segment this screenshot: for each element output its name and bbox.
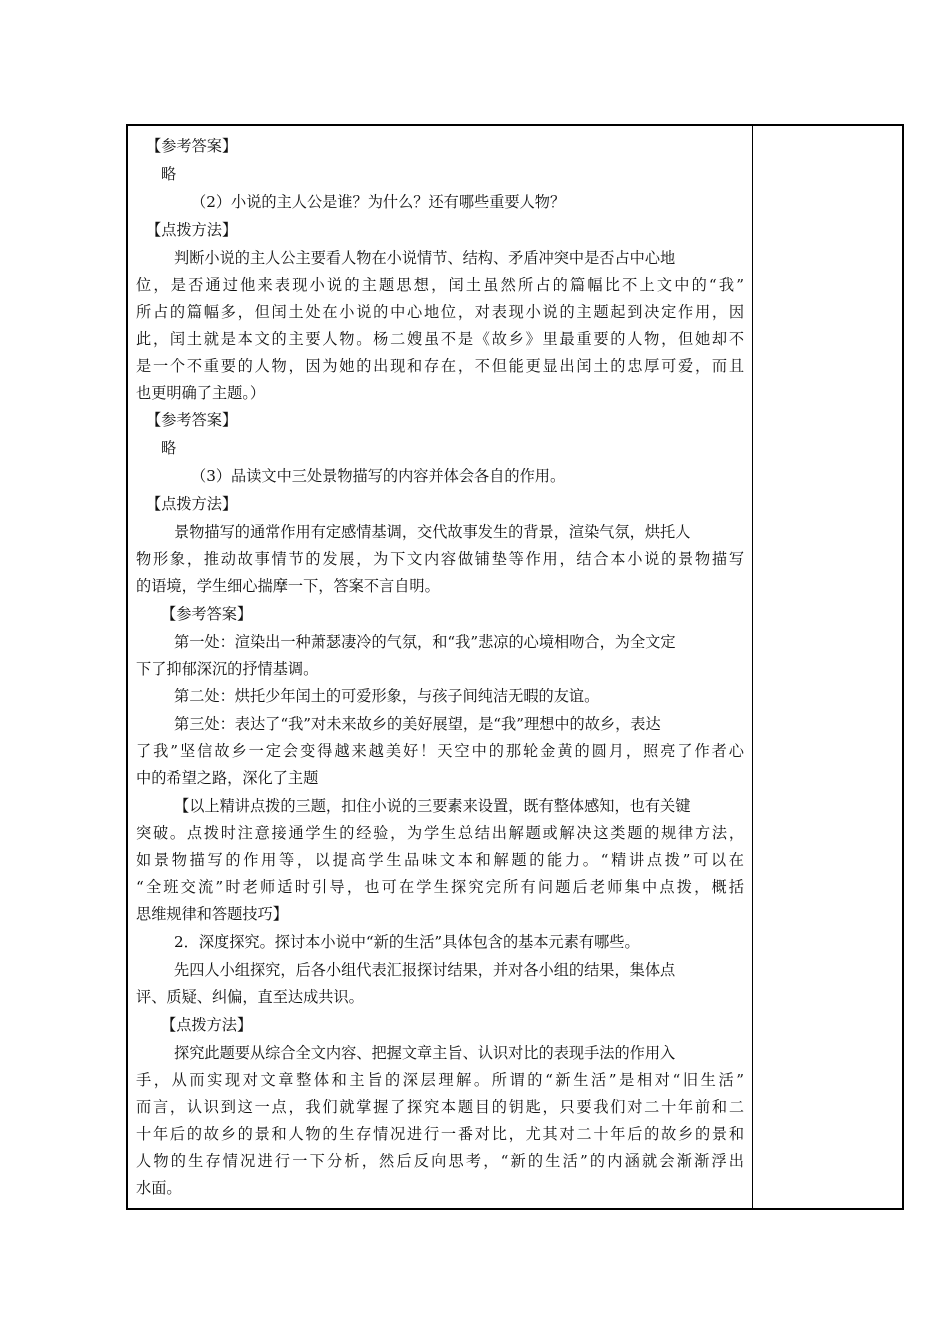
text-line: 【点拨方法】: [161, 1016, 253, 1034]
side-cell: [753, 126, 902, 1208]
text-line: 略: [161, 439, 177, 457]
text-line: 思维规律和答题技巧】: [136, 905, 288, 923]
text-line: 【点拨方法】: [146, 221, 238, 239]
text-line: 手，从而实现对文章整体和主旨的深层理解。所谓的“新生活”是相对“旧生活”: [136, 1071, 744, 1089]
text-line: 水面。: [136, 1179, 182, 1197]
text-line: 【参考答案】: [146, 411, 238, 429]
text-line: 位，是否通过他来表现小说的主题思想，闰土虽然所占的篇幅比不上文中的“我”: [136, 276, 744, 294]
text-line: 【以上精讲点拨的三题，扣住小说的三要素来设置，既有整体感知，也有关键: [174, 797, 691, 815]
text-line: 了我”坚信故乡一定会变得越来越美好！天空中的那轮金黄的圆月，照亮了作者心: [136, 742, 744, 760]
text-line: （3）品读文中三处景物描写的内容并体会各自的作用。: [191, 467, 566, 485]
text-line: 突破。点拨时注意接通学生的经验，为学生总结出解题或解决这类题的规律方法，: [136, 824, 744, 842]
text-line: 所占的篇幅多，但闰土处在小说的中心地位，对表现小说的主题起到决定作用，因: [136, 303, 744, 321]
text-line: 【参考答案】: [146, 137, 238, 155]
text-line: （2）小说的主人公是谁？为什么？还有哪些重要人物？: [191, 193, 566, 211]
text-line: 此，闰土就是本文的主要人物。杨二嫂虽不是《故乡》里最重要的人物，但她却不: [136, 330, 744, 348]
text-line: 探究此题要从综合全文内容、把握文章主旨、认识对比的表现手法的作用入: [174, 1044, 676, 1062]
text-line: 也更明确了主题。）: [136, 384, 266, 402]
text-line: 是一个不重要的人物，因为她的出现和存在，不但能更显出闰土的忠厚可爱，而且: [136, 357, 744, 375]
text-line: 第三处：表达了“我”对未来故乡的美好展望，是“我”理想中的故乡，表达: [174, 715, 661, 733]
text-line: 第一处：渲染出一种萧瑟凄冷的气氛，和“我”悲凉的心境相吻合，为全文定: [174, 633, 676, 651]
text-line: 十年后的故乡的景和人物的生存情况进行一番对比，尤其对二十年后的故乡的景和: [136, 1125, 744, 1143]
text-line: 的语境，学生细心揣摩一下，答案不言自明。: [136, 577, 440, 595]
text-line: 中的希望之路，深化了主题: [136, 769, 319, 787]
text-line: 人物的生存情况进行一下分析，然后反向思考，“新的生活”的内涵就会渐渐浮出: [136, 1152, 744, 1170]
text-line: 景物描写的通常作用有定感情基调，交代故事发生的背景，渲染气氛，烘托人: [174, 523, 691, 541]
text-line: 2．深度探究。探讨本小说中“新的生活”具体包含的基本元素有哪些。: [174, 933, 640, 951]
lesson-table: [126, 124, 904, 1210]
text-line: 评、质疑、纠偏，直至达成共识。: [136, 988, 364, 1006]
text-line: 物形象，推动故事情节的发展，为下文内容做铺垫等作用，结合本小说的景物描写: [136, 550, 744, 568]
text-line: 下了抑郁深沉的抒情基调。: [136, 660, 319, 678]
text-line: 判断小说的主人公主要看人物在小说情节、结构、矛盾冲突中是否占中心地: [174, 249, 676, 267]
text-line: 而言，认识到这一点，我们就掌握了探究本题目的钥匙，只要我们对二十年前和二: [136, 1098, 744, 1116]
text-line: 【点拨方法】: [146, 495, 238, 513]
text-line: 第二处：烘托少年闰土的可爱形象，与孩子间纯洁无暇的友谊。: [174, 687, 600, 705]
text-line: 略: [161, 165, 177, 183]
text-line: 如景物描写的作用等，以提高学生品味文本和解题的能力。“精讲点拨”可以在: [136, 851, 744, 869]
text-line: “全班交流”时老师适时引导，也可在学生探究完所有问题后老师集中点拨，概括: [136, 878, 744, 896]
text-line: 【参考答案】: [161, 605, 253, 623]
text-line: 先四人小组探究，后各小组代表汇报探讨结果，并对各小组的结果，集体点: [174, 961, 676, 979]
